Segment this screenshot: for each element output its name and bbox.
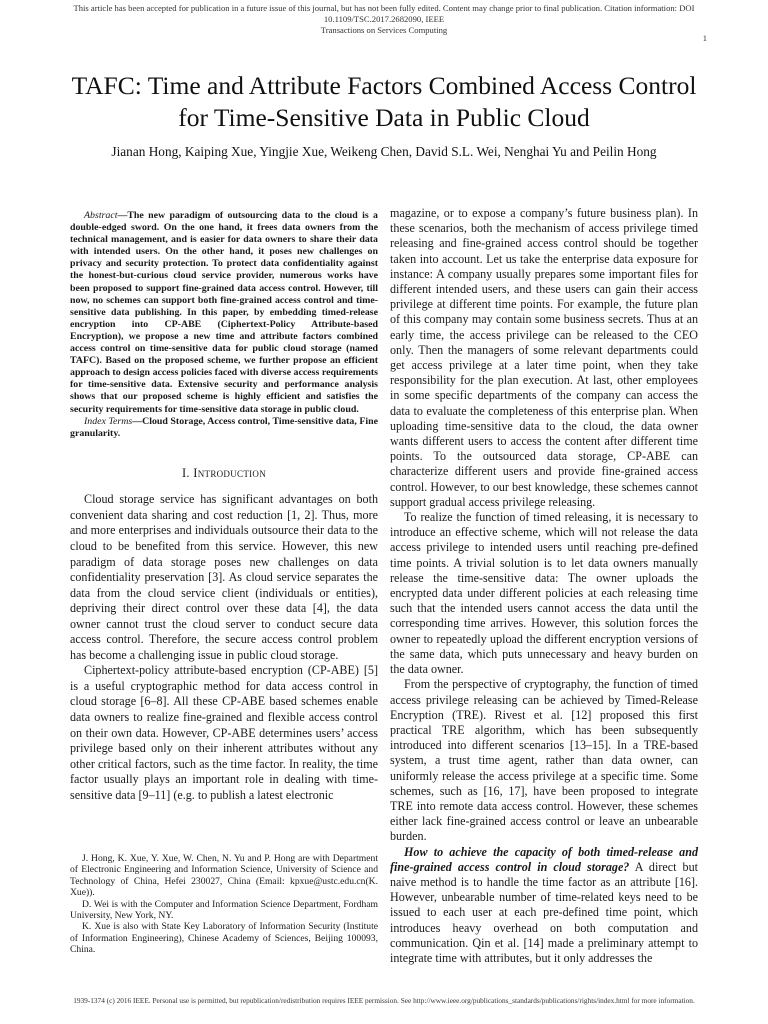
- body-paragraph: Ciphertext-policy attribute-based encryption (CP-ABE) [5] is a useful cryptographic method for data access control in cloud storage [6–8]. All these CP-ABE based schemes enable data owners to realize fine-grained and flexible access control on their own data. However, CP-ABE determines users’ access privilege based only on their inherent attributes without any other critical factors, such as the time factor. In reality, the time factor usually plays an important role in dealing with time-sensitive data [9–11] (e.g. to publish a latest electronic: [70, 663, 378, 802]
- footnote: J. Hong, K. Xue, Y. Xue, W. Chen, N. Yu and P. Hong are with Department of Electronic Engineering and Information Science, University of Science and Technology of China, Hefei 230027, China (Email: kpxue@ustc.edu.cn(K. Xue)).: [70, 853, 378, 899]
- abstract: [70, 210, 378, 416]
- emphasized-question: How to achieve the capacity of both timed-release and fine-grained access control in cloud storage?: [390, 844, 698, 874]
- index-terms: [70, 416, 378, 440]
- body-paragraph: [390, 845, 698, 967]
- banner-line-1: This article has been accepted for publication in a future issue of this journal, but has not been fully edited. Content may change prior to final publication. Citation information: DOI 10.1109/TSC.2017.2682090, IEEE: [73, 3, 695, 24]
- body-paragraph: To realize the function of timed releasing, it is necessary to introduce an effective scheme, which will not release the data access privilege to intended users until reaching pre-defined time points. A trivial solution is to let data owners manually release the time-sensitive data: The owner uploads the encrypted data under different policies at each releasing time such that the intended users cannot access the data until the corresponding time arrives. However, this solution forces the owner to repeatedly upload the different encryption versions of the same data, which puts unnecessary and heavy burden on the data owner.: [390, 510, 698, 677]
- footnote: D. Wei is with the Computer and Information Science Department, Fordham University, New York, NY.: [70, 898, 378, 922]
- author-list: Jianan Hong, Kaiping Xue, Yingjie Xue, Weikeng Chen, David S.L. Wei, Nenghai Yu and Peilin Hong: [111, 144, 657, 159]
- paper-title: [30, 70, 738, 134]
- body-paragraph: Cloud storage service has significant advantages on both convenient data sharing and cost reduction [1, 2]. Thus, more and more enterprises and individuals outsource their data to the cloud to be benefited from this service. However, this new paradigm of data storage poses new challenges on data confidentiality preservation [3]. As cloud service separates the data from the cloud service client (individuals or entities), depriving their direct control over these data [4], the data owner cannot trust the cloud server to conduct secure data access control. Therefore, the secure access control problem has become a challenging issue in public cloud storage.: [70, 492, 378, 662]
- abstract-lead: Abstract: [84, 210, 118, 221]
- banner-line-2: Transactions on Services Computing: [320, 25, 448, 35]
- index-terms-text: —Cloud Storage, Access control, Time-sensitive data, Fine granularity.: [70, 415, 378, 439]
- section-heading: I. Introduction: [181, 465, 267, 480]
- left-column: [70, 210, 378, 803]
- title-line-2: for Time-Sensitive Data in Public Cloud: [178, 103, 590, 132]
- paragraph-text: A direct but naive method is to handle the time factor as an attribute [16]. However, unbearable number of time-related keys need to be issued to each user at each pre-defined time point, which introduces heavy overhead on both computation and communication. Qin et al. [14] made a preliminary attempt to integrate time with attributes, but it only addresses the: [390, 859, 698, 965]
- abstract-text: —The new paradigm of outsourcing data to the cloud is a double-edged sword. On the one hand, it frees data owners from the technical management, and is easier for data owners to share their data with intended users. On the other hand, it poses new challenges on privacy and security protection. To protect data confidentiality against the honest-but-curious cloud service provider, numerous works have been proposed to support fine-grained data access control. However, till now, no schemes can support both fine-grained access control and time-sensitive data publishing. In this paper, by embedding timed-release encryption into CP-ABE (Ciphertext-Policy Attribute-based Encryption), we propose a new time and attribute factors combined access control on time-sensitive data for public cloud storage (named TAFC). Based on the proposed scheme, we further propose an efficient approach to design access policies faced with diverse access requirements for time-sensitive data. Extensive security and performance analysis shows that our proposed scheme is highly efficient and satisfies the security requirements for time-sensitive data storage in public cloud.: [70, 210, 378, 415]
- index-terms-lead: Index Terms: [84, 415, 133, 427]
- right-column: [390, 206, 698, 966]
- copyright-footer: 1939-1374 (c) 2016 IEEE. Personal use is permitted, but republication/redistribution requires IEEE permission. See http://www.ieee.org/publications_standards/publications/rights/index.html for more information.: [73, 996, 695, 1005]
- footnote: K. Xue is also with State Key Laboratory of Information Security (Institute of Information Engineering), Chinese Academy of Sciences, Beijing 100093, China.: [70, 921, 378, 956]
- body-paragraph: magazine, or to expose a company’s future business plan). In these scenarios, both the mechanism of access privilege timed releasing and fine-grained access control should be together taken into account. Let us take the enterprise data exposure for instance: A company usually prepares some important files for different intended users, and these users can gain their access privilege at different time points. For example, the future plan of this company may contain some business secrets. Thus at an early time, the access privilege can be released to the CEO only. Then the managers of some relevant departments could get access privilege at a later time point, when they take responsibility for the plan execution. At last, other employees in some specific departments of the company can access the data to evaluate the completeness of this enterprise plan. When uploading time-sensitive data to the cloud, the data owner wants different users to access the content after different time points. To the outsourced data storage, CP-ABE can characterize different users and provide fine-grained access control. However, to our best knowledge, these schemes cannot support gradual access privilege releasing.: [390, 206, 698, 509]
- page-number: 1: [702, 33, 707, 43]
- title-line-1: TAFC: Time and Attribute Factors Combined Access Control: [71, 71, 697, 100]
- body-paragraph: From the perspective of cryptography, the function of timed access privilege releasing can be achieved by Timed-Release Encryption (TRE). Rivest et al. [12] proposed this first practical TRE algorithm, which has been subsequently introduced into different scenarios [13–15]. In a TRE-based system, a trust time agent, rather than data owner, can uniformly release the access privilege at a specific time. Some schemes, such as [16, 17], have been proposed to integrate TRE into remote data access control. However, these schemes either lack fine-grained access control or leave an unbearable burden.: [390, 677, 698, 844]
- affiliation-footnotes: [70, 853, 378, 956]
- journal-banner: [24, 3, 744, 36]
